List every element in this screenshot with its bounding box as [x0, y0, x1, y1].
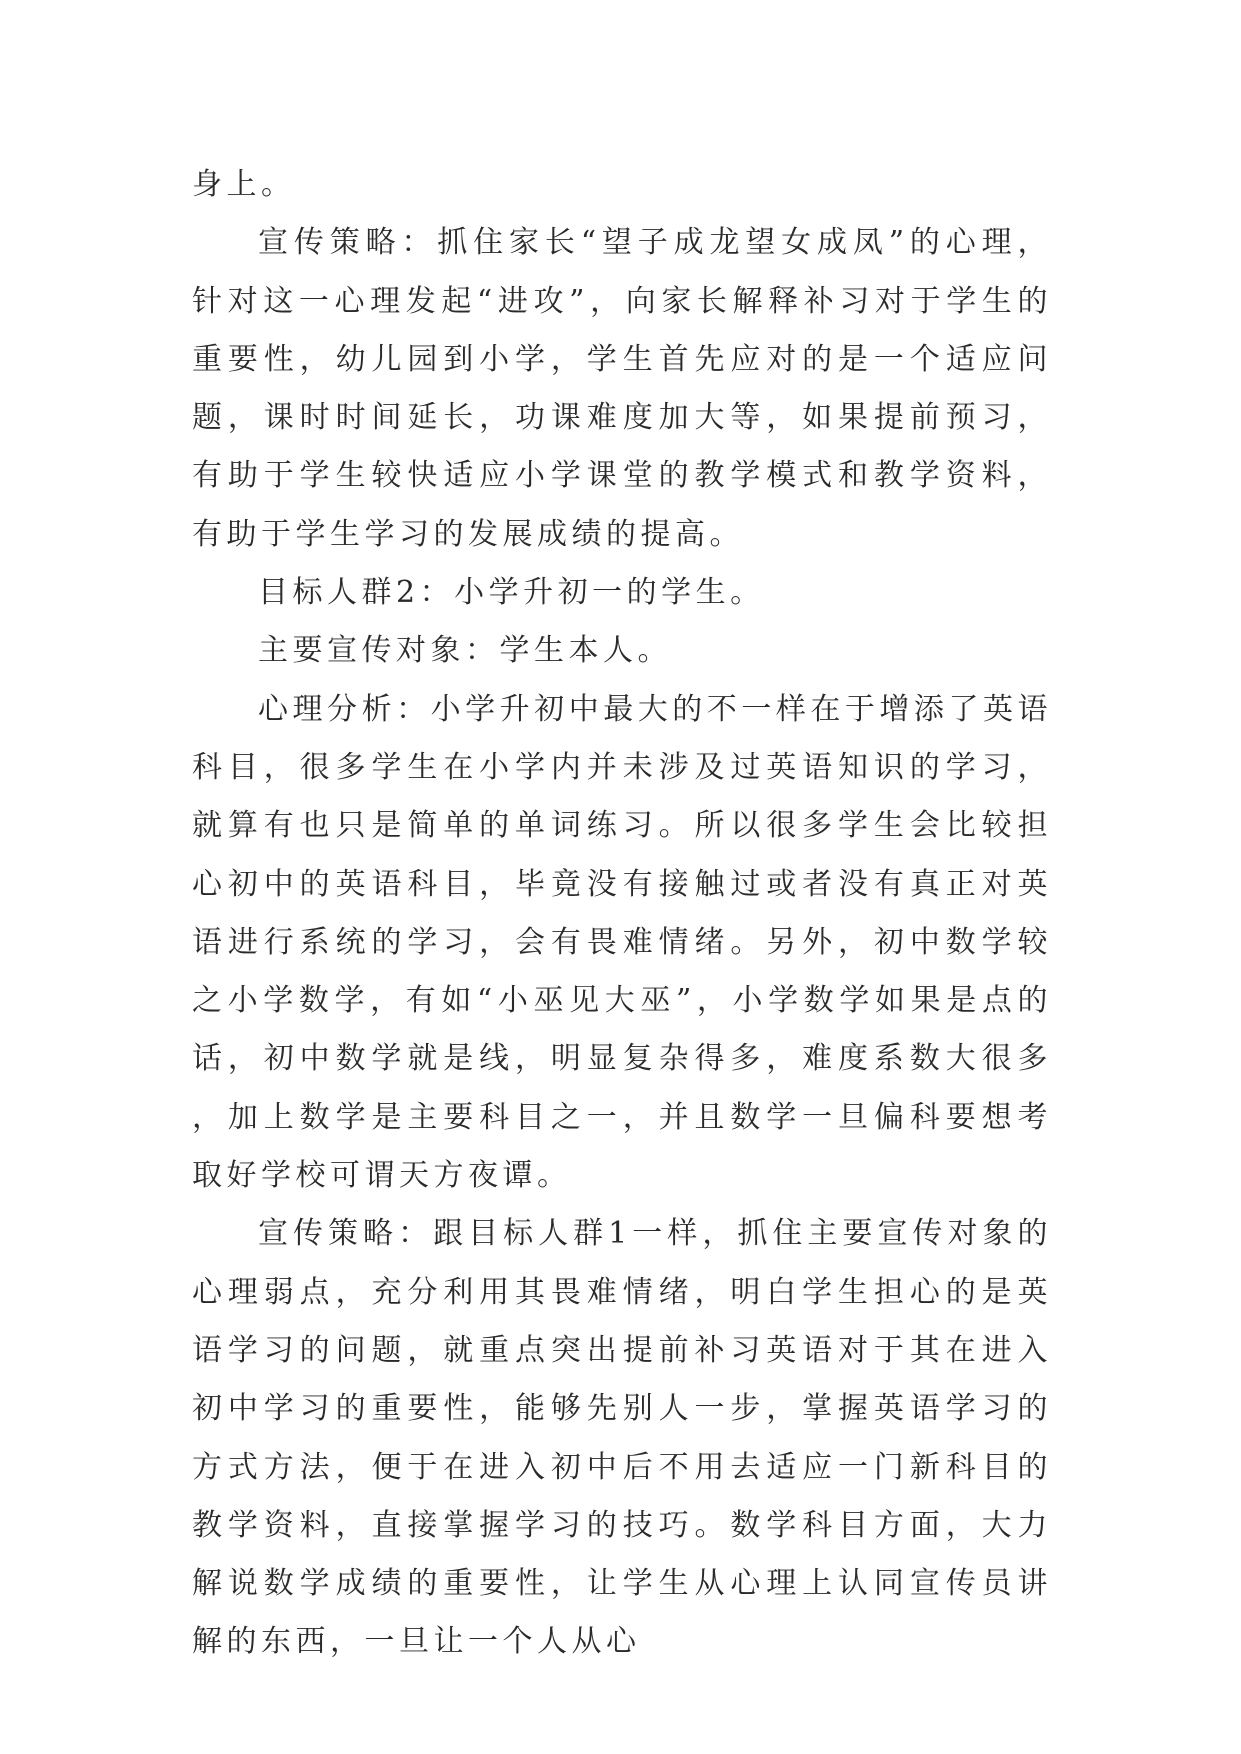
paragraph-continuation: 身上。 — [192, 167, 296, 202]
paragraph-promotion-strategy-1: 宣传策略：抓住家长“望子成龙望女成凤”的心理，针对这一心理发起“进攻”，向家长解释补习对于学生的重要性，幼儿园到小学，学生首先应对的是一个适应问题，课时时间延长，功课难度加大等，如果提前预习，有助于学生较快适应小学课堂的教学模式和教学资料，有助于学生学习的发展成绩的提高。 — [192, 225, 1052, 552]
paragraph-psychological-analysis: 心理分析：小学升初中最大的不一样在于增添了英语科目，很多学生在小学内并未涉及过英语知识的学习，就算有也只是简单的单词练习。所以很多学生会比较担心初中的英语科目，毕竟没有接触过或者没有真正对英语进行系统的学习，会有畏难情绪。另外，初中数学较之小学数学，有如“小巫见大巫”，小学数学如果是点的话，初中数学就是线，明显复杂得多，难度系数大很多，加上数学是主要科目之一，并且数学一旦偏科要想考取好学校可谓天方夜谭。 — [192, 691, 1052, 1194]
paragraph-target-group-2: 目标人群2：小学升初一的学生。 — [258, 575, 765, 611]
paragraph-main-audience: 主要宣传对象：学生本人。 — [258, 633, 672, 669]
paragraph-promotion-strategy-2: 宣传策略：跟目标人群1一样，抓住主要宣传对象的心理弱点，充分利用其畏难情绪，明白学生担心的是英语学习的问题，就重点突出提前补习英语对于其在进入初中学习的重要性，能够先别人一步，掌握英语学习的方式方法，便于在进入初中后不用去适应一门新科目的教学资料，直接掌握学习的技巧。数学科目方面，大力解说数学成绩的重要性，让学生从心理上认同宣传员讲解的东西，一旦让一个人从心 — [192, 1216, 1052, 1660]
document-body — [192, 156, 1052, 1672]
